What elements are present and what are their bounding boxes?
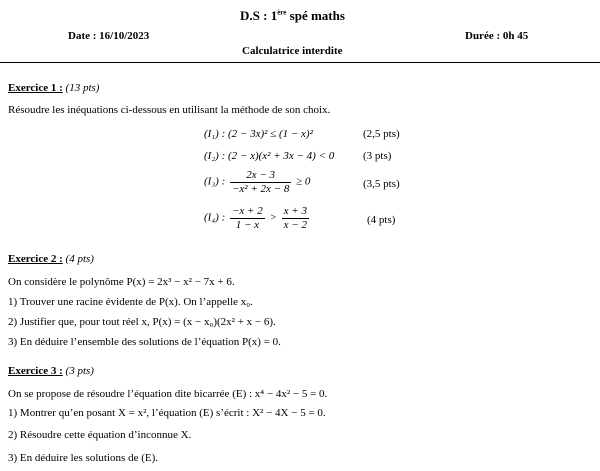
exam-date: Date : 16/10/2023 [68, 30, 150, 42]
calculator-rule: Calculatrice interdite [242, 45, 343, 57]
page-title: D.S : 1ère spé maths [240, 8, 345, 23]
inequation-1-points: (2,5 pts) [363, 128, 400, 140]
exercise-3-heading: Exercice 3 : (3 pts) [8, 365, 94, 377]
inequation-2-points: (3 pts) [363, 150, 392, 162]
fraction: $\frac{-x + 2}{1 - x}$ [231, 205, 263, 231]
fraction: $\frac{x + 3}{x - 2}$ [283, 205, 307, 231]
exam-duration: Durée : 0h 45 [465, 30, 529, 42]
inequation-2: (I₂) : (2 − x)(x² + 3x − 4) < 0 [204, 150, 335, 162]
exercise-3-line: On se propose de résoudre l’équation dite bicarrée (E) : x⁴ − 4x² − 5 = 0. [8, 388, 328, 400]
inequation-4: (I₄) : $\frac{-x + 2}{1 - x}$ > $\frac{x + 3}{x - 2}$ [204, 205, 307, 231]
inequation-4-points: (4 pts) [367, 214, 396, 226]
header-divider [0, 62, 600, 63]
exercise-2-line: On considère le polynôme P(x) = 2x³ − x² − 7x + 6. [8, 276, 235, 288]
inequation-3: (I₃) : $\frac{2x - 3}{\text{−x² + 2x − 8}}$ ≥ 0 [204, 169, 311, 195]
exercise-2-line: 1) Trouver une racine évidente de P(x). On l’appelle x₀. [8, 296, 253, 308]
exercise-3-line: 3) En déduire les solutions de (E). [8, 452, 158, 464]
exercise-1-heading: Exercice 1 : (13 pts) [8, 82, 100, 94]
exercise-3-line: 2) Résoudre cette équation d’inconnue X. [8, 429, 192, 441]
fraction: $\frac{2x - 3}{\text{−x² + 2x − 8}}$ [231, 169, 290, 195]
exercise-1-instruction: Résoudre les inéquations ci-dessous en utilisant la méthode de son choix. [8, 104, 331, 116]
exercise-2-heading: Exercice 2 : (4 pts) [8, 253, 94, 265]
exercise-2-line: 2) Justifier que, pour tout réel x, P(x) = (x − x₀)(2x² + x − 6). [8, 316, 276, 328]
exercise-3-line: 1) Montrer qu’en posant X = x², l’équation (E) s’écrit : X² − 4X − 5 = 0. [8, 407, 326, 419]
inequation-3-points: (3,5 pts) [363, 178, 400, 190]
inequation-1: (I₁) : (2 − 3x)² ≤ (1 − x)² [204, 128, 313, 140]
exercise-2-line: 3) En déduire l’ensemble des solutions de l’équation P(x) = 0. [8, 336, 281, 348]
